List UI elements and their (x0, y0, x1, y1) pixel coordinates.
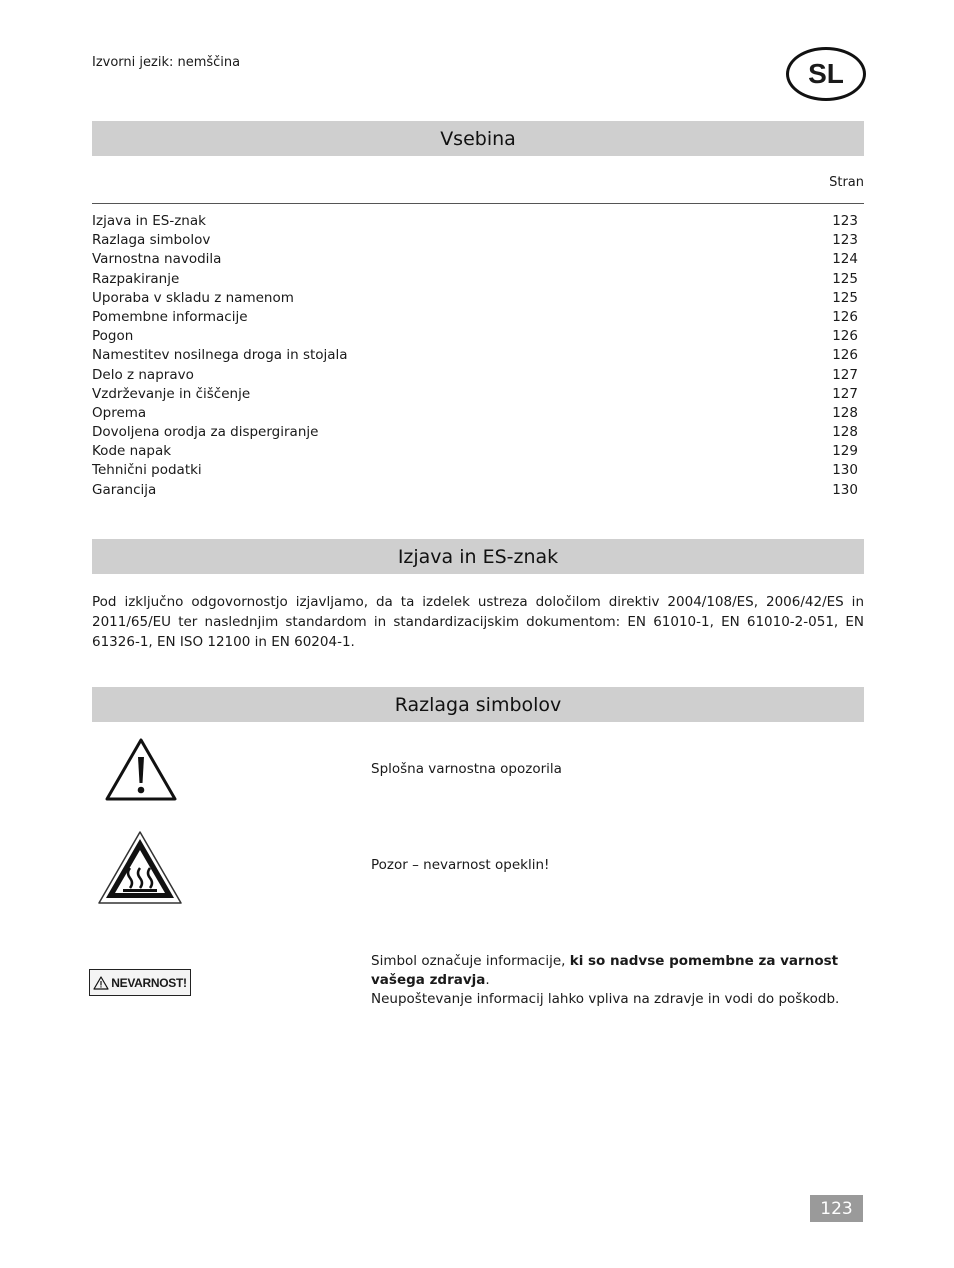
declaration-heading: Izjava in ES-znak (92, 539, 864, 574)
toc-heading: Vsebina (92, 121, 864, 156)
hot-surface-icon (97, 830, 183, 906)
toc-row[interactable]: Razlaga simbolov 123 (92, 232, 858, 249)
toc-row[interactable]: Uporaba v skladu z namenom 125 (92, 289, 858, 306)
danger-emphasis: ki so nadvse pomembne za varnost vašega zdravja (371, 953, 839, 988)
toc-row[interactable]: Kode napak 129 (92, 443, 858, 460)
toc-row[interactable]: Namestitev nosilnega droga in stojala 126 (92, 347, 858, 364)
small-warning-icon (93, 976, 109, 990)
warning-triangle-icon (104, 737, 178, 803)
hot-surface-text: Pozor – nevarnost opeklin! (371, 857, 550, 873)
toc-row[interactable]: Pogon 126 (92, 328, 858, 345)
language-code-badge: SL (786, 47, 866, 101)
danger-consequence: Neupoštevanje informacij lahko vpliva na zdravje in vodi do poškodb. (371, 991, 840, 1007)
toc-row[interactable]: Dovoljena orodja za dispergiranje 128 (92, 424, 858, 441)
general-warning-text: Splošna varnostna opozorila (371, 761, 562, 777)
toc-list (92, 212, 858, 500)
page-number: 123 (810, 1195, 863, 1222)
symbols-heading: Razlaga simbolov (92, 687, 864, 722)
danger-description: Simbol označuje informacije, ki so nadvse pomembne za varnost vašega zdravja. Neupoštevanje informacij lahko vpliva na zdravje in vodi do poškodb. (371, 953, 840, 1007)
toc-row[interactable]: Delo z napravo 127 (92, 366, 858, 383)
danger-label-icon (89, 969, 191, 996)
declaration-text: Pod izključno odgovornostjo izjavljamo, da ta izdelek ustreza določilom direktiv 2004/108/ES, 2006/42/ES in 2011/65/EU ter naslednjim standardom in standardizacijskim dokumentom: EN 61010-1, EN 61010-2-051, EN 61326-1, EN ISO 12100 in EN 60204-1. (92, 594, 864, 650)
danger-label-text: NEVARNOST! (111, 975, 187, 990)
toc-page-column-label: Stran (829, 175, 864, 190)
toc-divider (92, 203, 864, 204)
toc-row[interactable]: Vzdrževanje in čiščenje 127 (92, 385, 858, 402)
toc-row[interactable]: Varnostna navodila 124 (92, 251, 858, 268)
toc-row[interactable]: Oprema 128 (92, 404, 858, 421)
toc-row[interactable]: Garancija 130 (92, 481, 858, 498)
toc-row[interactable]: Pomembne informacije 126 (92, 308, 858, 325)
source-language-note: Izvorni jezik: nemščina (92, 55, 241, 70)
toc-row[interactable]: Tehnični podatki 130 (92, 462, 858, 479)
toc-row[interactable]: Izjava in ES-znak 123 (92, 213, 858, 229)
toc-row[interactable]: Razpakiranje 125 (92, 270, 858, 287)
